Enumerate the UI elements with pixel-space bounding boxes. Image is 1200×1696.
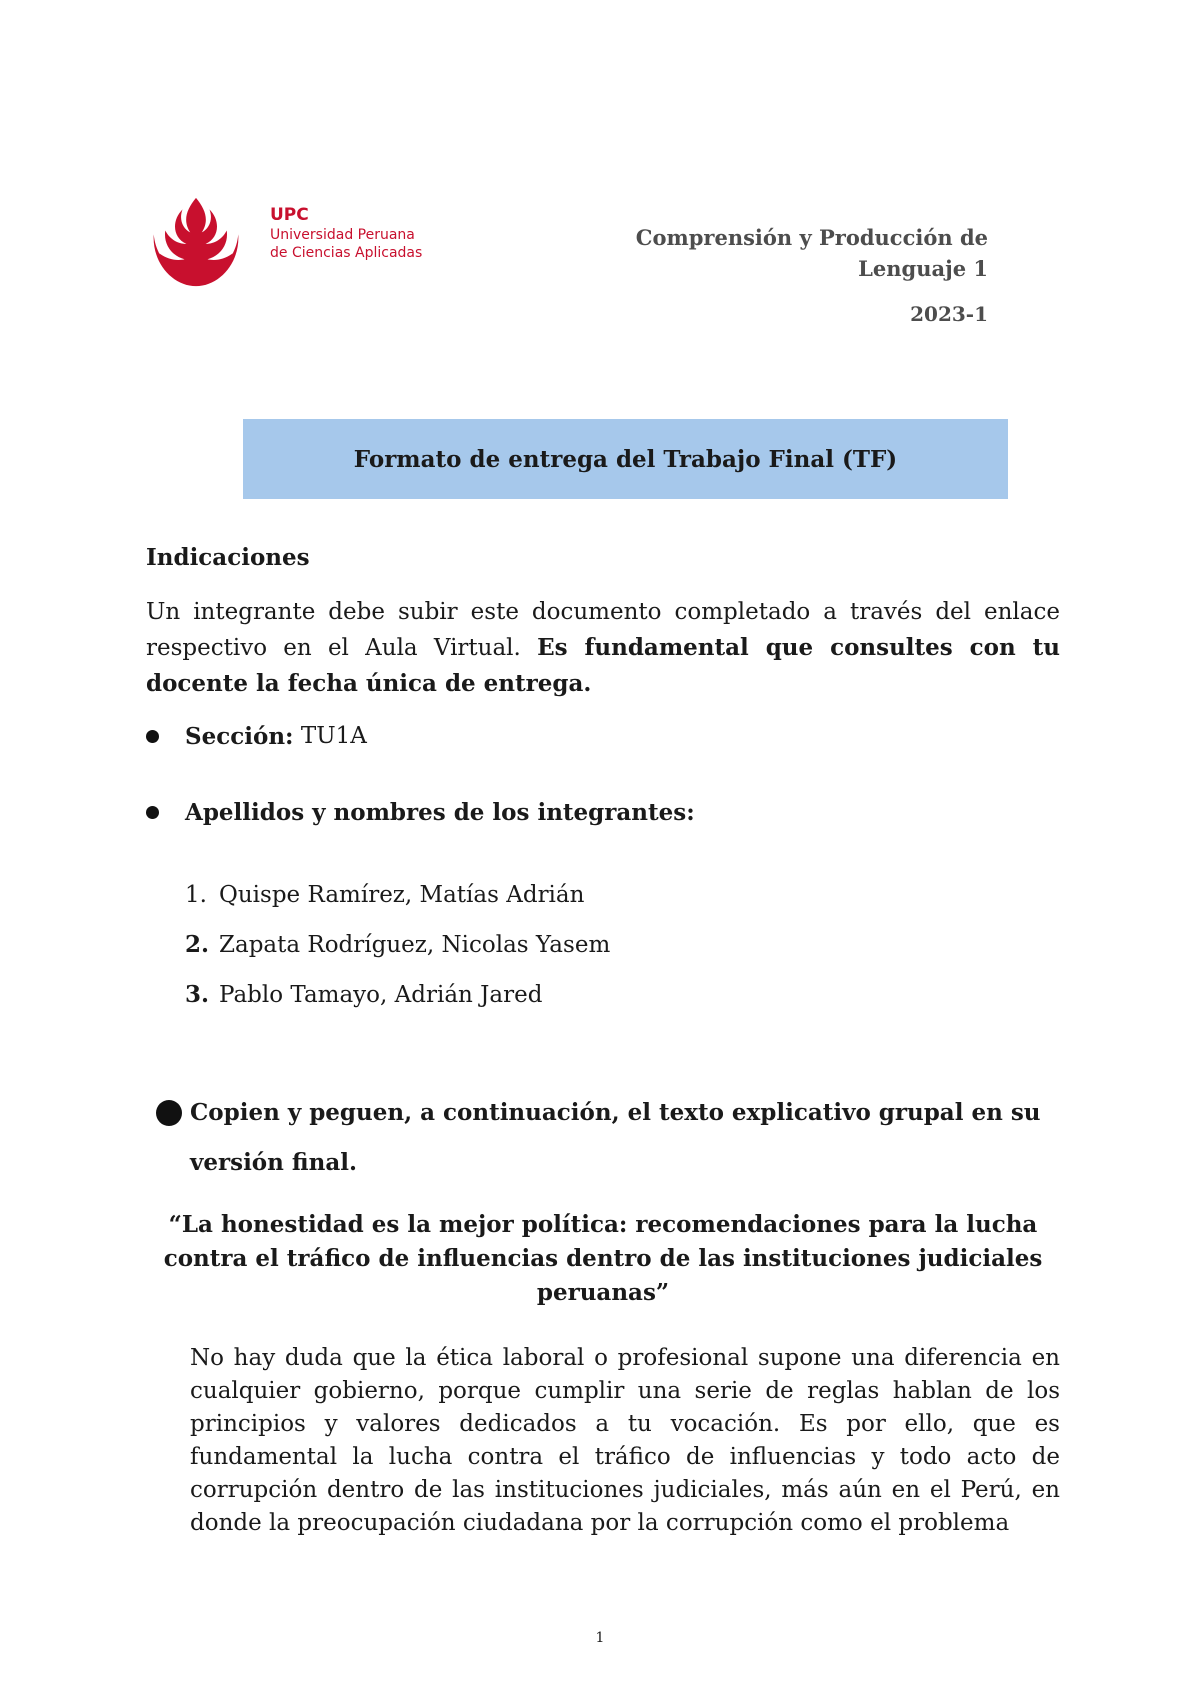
section-label: Sección: bbox=[185, 723, 294, 750]
university-name-line2: de Ciencias Aplicadas bbox=[270, 245, 423, 261]
member-name: Quispe Ramírez, Matías Adrián bbox=[219, 882, 585, 908]
members-label: Apellidos y nombres de los integrantes: bbox=[185, 799, 695, 826]
list-item bbox=[185, 970, 610, 1020]
instructions-text: Un integrante debe subir este documento completado a través del enlace respectivo en el Aula Virtual. bbox=[146, 599, 1060, 661]
essay-title: “La honestidad es la mejor política: recomendaciones para la lucha contra el tráfico de influencias dentro de las instituciones judiciales peruanas” bbox=[163, 1211, 1043, 1306]
section-value: TU1A bbox=[293, 723, 367, 749]
essay-body: No hay duda que la ética laboral o profesional supone una diferencia en cualquier gobierno, porque cumplir una serie de reglas hablan de los principios y valores dedicados a tu vocación. Es por ello, que es fundamental la lucha contra el tráfico de influencias y todo acto de corrupción dentro de las instituciones judiciales, más aún en el Perú, en donde la preocupación ciudadana por la corrupción como el problema bbox=[190, 1345, 1060, 1536]
members-row bbox=[146, 795, 695, 830]
member-name: Pablo Tamayo, Adrián Jared bbox=[219, 982, 543, 1008]
instructions-text-bold: Es fundamental que consultes con tu docente la fecha única de entrega. bbox=[146, 634, 1061, 697]
member-name: Zapata Rodríguez, Nicolas Yasem bbox=[219, 932, 611, 958]
list-number: 3. bbox=[185, 981, 210, 1008]
bullet-icon bbox=[146, 806, 159, 819]
upc-logo-icon bbox=[148, 194, 244, 290]
university-name bbox=[270, 204, 422, 262]
page-number: 1 bbox=[595, 1630, 605, 1646]
document-title: Formato de entrega del Trabajo Final (TF) bbox=[353, 445, 898, 473]
bullet-icon bbox=[146, 730, 159, 743]
copy-instruction-line2: versión final. bbox=[190, 1149, 357, 1176]
list-item bbox=[185, 920, 610, 970]
course-name: Comprensión y Producción de Lenguaje 1 bbox=[635, 225, 988, 281]
term: 2023-1 bbox=[910, 302, 988, 326]
copy-instruction-row bbox=[156, 1095, 1040, 1130]
university-abbr: UPC bbox=[270, 205, 309, 225]
list-number: 2. bbox=[185, 931, 210, 958]
list-number: 1. bbox=[185, 882, 207, 908]
document-title-box bbox=[243, 419, 1008, 499]
instructions-heading: Indicaciones bbox=[146, 544, 310, 571]
university-name-line1: Universidad Peruana bbox=[270, 227, 415, 243]
list-item bbox=[185, 870, 610, 920]
copy-instruction-line1: Copien y peguen, a continuación, el texto explicativo grupal en su bbox=[190, 1099, 1041, 1126]
instructions-paragraph bbox=[146, 595, 1060, 702]
section-row bbox=[146, 719, 367, 754]
members-list bbox=[185, 870, 610, 1020]
bullet-icon bbox=[156, 1100, 182, 1126]
